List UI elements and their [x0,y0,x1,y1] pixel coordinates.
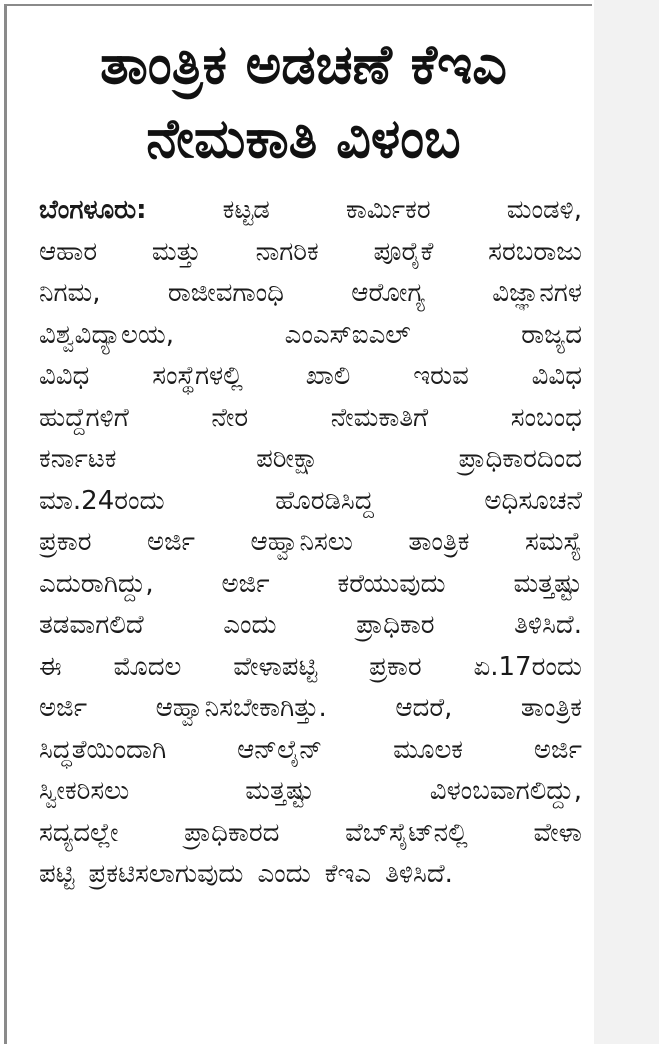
body-word: ಆದರೆ, [395,693,453,723]
body-word: ಅರ್ಜಿ [39,693,88,723]
body-word: ನೇಮಕಾತಿಗೆ [330,402,429,433]
body-word: ಸಮಸ್ಯೆ [524,527,582,557]
body-line [39,190,582,232]
body-word: ತಿಳಿಸಿದೆ. [514,610,582,640]
body-word: ವೆಬ್‌ಸೈಟ್‌ನಲ್ಲಿ [345,817,468,848]
body-line [39,605,582,647]
body-word: ಅರ್ಜಿ [533,734,582,765]
body-word: ಎಂದು [223,610,277,640]
body-word: ವಿಜ್ಞಾನಗಳ [492,278,582,308]
body-word: ತಾಂತ್ರಿಕ [520,693,582,723]
body-word: ವಿವಿಧ [531,361,582,391]
body-word: ಮಂಡಳಿ, [506,195,582,225]
body-word: ತಡವಾಗಲಿದೆ [39,610,144,640]
body-word: ನೇರ [211,402,249,433]
body-word: ನಾಗರಿಕ [255,236,319,267]
body-word: ಅರ್ಜಿ [221,568,270,599]
body-word: ಏ.17ರಂದು [473,651,582,682]
body-line [39,730,582,772]
body-word: ಪ್ರಕಟಿಸಲಾಗುವುದು [88,859,244,889]
article-body [39,190,582,896]
body-line [39,356,582,398]
article-headline [29,28,578,176]
body-word: ಆಹಾರ [39,236,98,267]
body-word: ಮತ್ತಷ್ಟು [245,776,314,806]
body-word: ಮತ್ತು [151,236,201,267]
body-line [39,688,582,730]
side-panel [594,0,659,1044]
body-word: ಹೊರಡಿಸಿದ್ದ [275,485,374,516]
body-word: ಆಹ್ವಾನಿಸಬೇಕಾಗಿತ್ತು. [155,693,327,723]
body-word: ಪಟ್ಟಿ [39,859,75,889]
body-word: ಎದುರಾಗಿದ್ದು, [39,568,154,599]
body-word: ಖಾಲಿ [305,361,351,391]
body-word: ವಿವಿಧ [39,361,90,391]
body-line [39,564,582,606]
body-word: ಕರೆಯುವುದು [337,568,446,599]
body-word: ಪೂರೈಕೆ [373,236,434,267]
body-word: ವೇಳಾಪಟ್ಟಿ [233,651,318,682]
body-word: ಕರ್ನಾಟಕ [39,444,117,474]
news-article [4,4,592,1044]
body-word: ಆನ್‌ಲೈನ್ [237,734,323,765]
body-word: ಎಂದು [257,859,311,889]
body-line [39,813,582,855]
body-line [39,398,582,440]
body-word: ಹುದ್ದೆಗಳಿಗೆ [39,402,129,433]
body-word: ಮೊದಲ [113,651,182,682]
body-line [39,647,582,689]
body-word: ನಿಗಮ, [39,278,101,308]
body-word: ಕೆಇಎ [324,859,372,889]
body-word: ಮಾ.24ರಂದು [39,485,165,516]
body-word: ಸಂಬಂಧ [510,402,582,433]
body-word: ಸಂಸ್ಥೆಗಳಲ್ಲಿ [152,361,243,391]
body-line [39,522,582,564]
body-line [39,273,582,315]
body-line [39,439,582,481]
body-word: ಪ್ರಾಧಿಕಾರದ [184,817,280,848]
body-word: ವೇಳಾ [533,817,582,848]
body-line [39,854,582,896]
body-word: ಆಹ್ವಾನಿಸಲು [250,527,353,557]
headline-line-1: ತಾಂತ್ರಿಕ ಅಡಚಣೆ ಕೆಇಎ [100,33,507,96]
body-word: ಮೂಲಕ [393,734,464,765]
body-word: ಇರುವ [413,361,469,391]
body-word: ಕಾರ್ಮಿಕರ [345,195,431,225]
body-word: ಈ [39,651,62,682]
body-word: ರಾಜ್ಯದ [521,319,582,350]
body-word: ತಿಳಿಸಿದೆ. [385,859,453,889]
body-word: ಪ್ರಾಧಿಕಾರ [356,610,435,640]
body-word: ಎಂಎಸ್ಐಎಲ್ [284,319,411,350]
body-word: ತಾಂತ್ರಿಕ [408,527,470,557]
body-word: ಸದ್ಯದಲ್ಲೇ [39,817,119,848]
body-word: ವಿಳಂಬವಾಗಲಿದ್ದು, [429,776,582,806]
body-word: ಸರಬರಾಜು [488,236,582,267]
body-line [39,315,582,357]
body-word: ಆರೋಗ್ಯ [351,278,425,308]
body-word: ಪ್ರಾಧಿಕಾರದಿಂದ [458,444,582,474]
body-word: ಮತ್ತಷ್ಟು [513,568,582,599]
body-word: ಅರ್ಜಿ [146,527,196,557]
headline-line-2: ನೇಮಕಾತಿ ವಿಳಂಬ [146,107,461,170]
body-word: ಪ್ರಕಾರ [39,527,92,557]
body-word: ಪ್ರಕಾರ [369,651,422,682]
body-line [39,481,582,523]
body-word: ಪರೀಕ್ಷಾ [256,444,319,474]
body-line [39,771,582,813]
body-word: ಸ್ವೀಕರಿಸಲು [39,776,130,806]
body-word: ವಿಶ್ವವಿದ್ಯಾಲಯ, [39,319,174,350]
article-dateline: ಬೆಂಗಳೂರು: [39,195,147,225]
body-line [39,232,582,274]
body-word: ಸಿದ್ಧತೆಯಿಂದಾಗಿ [39,734,167,765]
body-word: ರಾಜೀವಗಾಂಧಿ [167,278,284,308]
body-word: ಅಧಿಸೂಚನೆ [484,485,582,516]
body-word: ಕಟ್ಟಡ [222,195,270,225]
